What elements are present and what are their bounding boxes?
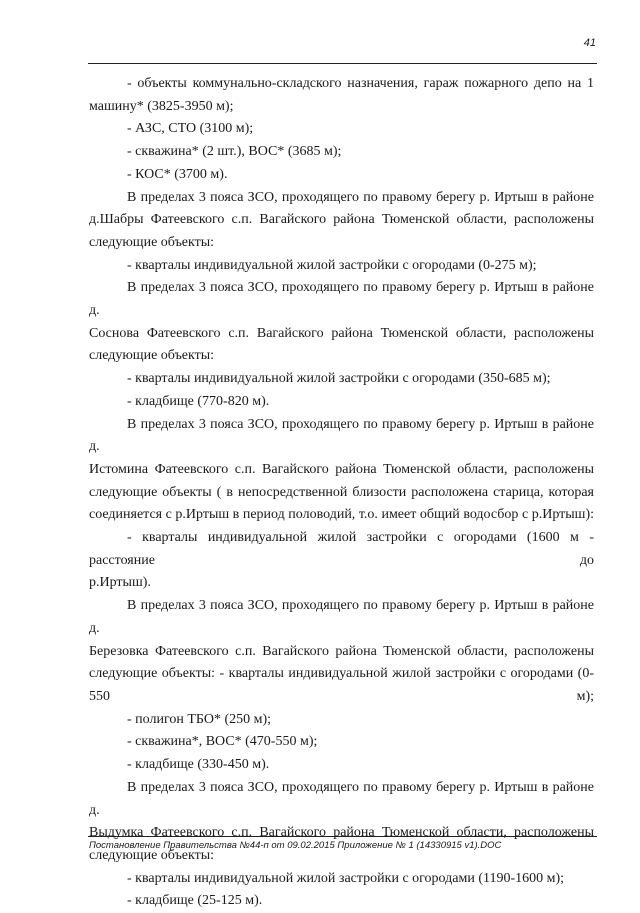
document-body: [89, 73, 594, 913]
text-line: - скважина*, ВОС* (470-550 м);: [127, 734, 318, 750]
text-line: - кварталы индивидуальной жилой застройки с огородами (1600 м - расстояние до: [89, 530, 594, 568]
footer-divider: [88, 836, 597, 837]
text-line: Березовка Фатеевского с.п. Вагайского района Тюменской области, расположены: [89, 643, 594, 659]
text-line: В пределах 3 пояса ЗСО, проходящего по правому берегу р. Иртыш в районе д.: [89, 416, 594, 455]
header-divider: [88, 63, 597, 64]
text-line: - АЗС, СТО (3100 м);: [127, 121, 254, 137]
text-line: - кладбище (770-820 м).: [127, 393, 270, 409]
text-line: - кладбище (25-125 м).: [127, 893, 263, 909]
text-line: р.Иртыш).: [89, 575, 151, 591]
text-line: - объекты коммунально-складского назначения, гараж пожарного депо на 1: [127, 76, 594, 91]
text-line: д.Шабры Фатеевского с.п. Вагайского района Тюменской области, расположены: [89, 212, 594, 228]
text-line: Соснова Фатеевского с.п. Вагайского района Тюменской области, расположены: [89, 325, 594, 341]
text-line: следующие объекты: - кварталы индивидуальной жилой застройки с огородами (0-550 м);: [89, 666, 594, 704]
text-line: следующие объекты ( в непосредственной близости расположена старица, которая: [89, 484, 594, 500]
text-line: соединяется с р.Иртыш в период половодий, т.о. имеет общий водосбор с р.Иртыш):: [89, 507, 594, 523]
text-line: В пределах 3 пояса ЗСО, проходящего по правому берегу р. Иртыш в районе д.: [89, 779, 594, 818]
text-line: - кварталы индивидуальной жилой застройки с огородами (1190-1600 м);: [127, 870, 565, 886]
text-line: Выдумка Фатеевского с.п. Вагайского района Тюменской области, расположены: [89, 825, 594, 841]
page-number: 41: [583, 37, 596, 49]
text-line: - полигон ТБО* (250 м);: [127, 711, 272, 727]
text-line: - кладбище (330-450 м).: [127, 757, 270, 773]
text-line: - КОС* (3700 м).: [127, 166, 228, 182]
footer-document-reference: Постановление Правительства №44-п от 09.02.2015 Приложение № 1 (14330915 v1).DOC: [89, 840, 502, 851]
text-line: машину* (3825-3950 м);: [89, 98, 234, 114]
text-line: В пределах 3 пояса ЗСО, проходящего по правому берегу р. Иртыш в районе д.: [89, 280, 594, 319]
text-line: В пределах 3 пояса ЗСО, проходящего по правому берегу р. Иртыш в районе: [127, 189, 594, 205]
text-line: следующие объекты:: [89, 234, 215, 250]
text-line: Истомина Фатеевского с.п. Вагайского района Тюменской области, расположены: [89, 461, 594, 477]
text-line: - кварталы индивидуальной жилой застройки с огородами (0-275 м);: [127, 257, 537, 273]
text-line: В пределах 3 пояса ЗСО, проходящего по правому берегу р. Иртыш в районе д.: [89, 598, 594, 636]
text-line: следующие объекты:: [89, 847, 215, 863]
text-line: следующие объекты:: [89, 348, 215, 364]
text-line: - скважина* (2 шт.), ВОС* (3685 м);: [127, 144, 342, 160]
text-line: - кварталы индивидуальной жилой застройки с огородами (350-685 м);: [127, 371, 551, 387]
